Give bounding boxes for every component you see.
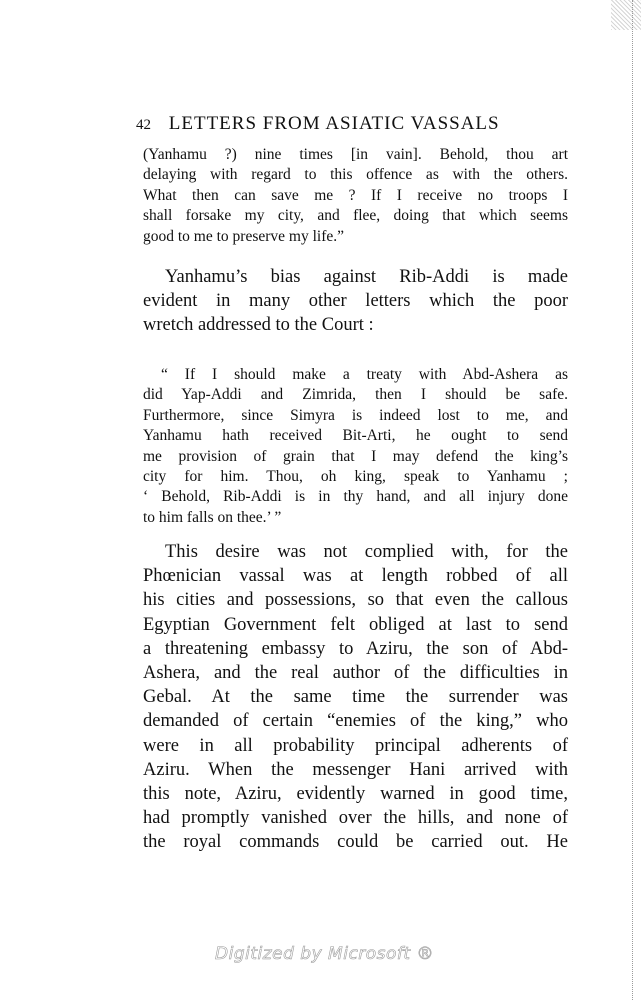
text-line: (Yanhamu ?) nine times [in vain]. Behold, thou art bbox=[143, 146, 568, 163]
text-line: me provision of grain that I may defend the king’s bbox=[143, 447, 568, 465]
text-line: Furthermore, since Simyra is indeed lost to me, and bbox=[143, 406, 568, 424]
text-line: Aziru. When the messenger Hani arrived with bbox=[143, 759, 568, 780]
paragraph-yanhamu-bias bbox=[143, 265, 568, 338]
text-line: evident in many other letters which the poor bbox=[143, 291, 568, 312]
text-line: Phœnician vassal was at length robbed of all bbox=[143, 566, 568, 587]
text-line: were in all probability principal adherents of bbox=[143, 735, 568, 756]
text-line: “ If I should make a treaty with Abd-Ashera as bbox=[161, 366, 568, 383]
text-line: wretch addressed to the Court : bbox=[143, 315, 374, 336]
digitization-watermark: Digitized by Microsoft ® bbox=[215, 944, 434, 964]
page-number: 42 bbox=[136, 117, 151, 133]
text-line: to him falls on thee.’ ” bbox=[143, 508, 282, 526]
running-header bbox=[136, 113, 576, 135]
text-line: this note, Aziru, evidently warned in good time, bbox=[143, 784, 568, 805]
text-line: This desire was not complied with, for the bbox=[165, 542, 568, 562]
text-line: Yanhamu hath received Bit-Arti, he ought to send bbox=[143, 427, 568, 445]
text-line: Ashera, and the real author of the difficulties in bbox=[143, 663, 568, 684]
text-line: demanded of certain “enemies of the king,” who bbox=[143, 711, 568, 732]
text-line: delaying with regard to this offence as with the others. bbox=[143, 166, 568, 184]
text-line: did Yap-Addi and Zimrida, then I should be safe. bbox=[143, 386, 568, 404]
text-line: shall forsake my city, and flee, doing that which seems bbox=[143, 207, 568, 225]
text-line: had promptly vanished over the hills, and none of bbox=[143, 808, 568, 829]
paragraph-desire-not-complied bbox=[143, 540, 568, 855]
text-line: a threatening embassy to Aziru, the son of Abd- bbox=[143, 638, 568, 659]
quote-rib-addi-letter bbox=[143, 365, 568, 528]
quote-continuation bbox=[143, 145, 568, 247]
text-line: Egyptian Government felt obliged at last to send bbox=[143, 614, 568, 635]
text-line: Gebal. At the same time the surrender was bbox=[143, 687, 568, 708]
text-line: ‘ Behold, Rib-Addi is in thy hand, and all injury done bbox=[143, 488, 568, 506]
page-edge bbox=[632, 0, 641, 1000]
text-line: Yanhamu’s bias against Rib-Addi is made bbox=[165, 267, 568, 287]
running-head-title: LETTERS FROM ASIATIC VASSALS bbox=[168, 113, 500, 134]
text-line: What then can save me ? If I receive no troops I bbox=[143, 186, 568, 204]
text-line: good to me to preserve my life.” bbox=[143, 227, 345, 245]
text-line: the royal commands could be carried out. He bbox=[143, 832, 568, 853]
text-line: his cities and possessions, so that even the callous bbox=[143, 590, 568, 611]
text-line: city for him. Thou, oh king, speak to Yanhamu ; bbox=[143, 468, 568, 486]
